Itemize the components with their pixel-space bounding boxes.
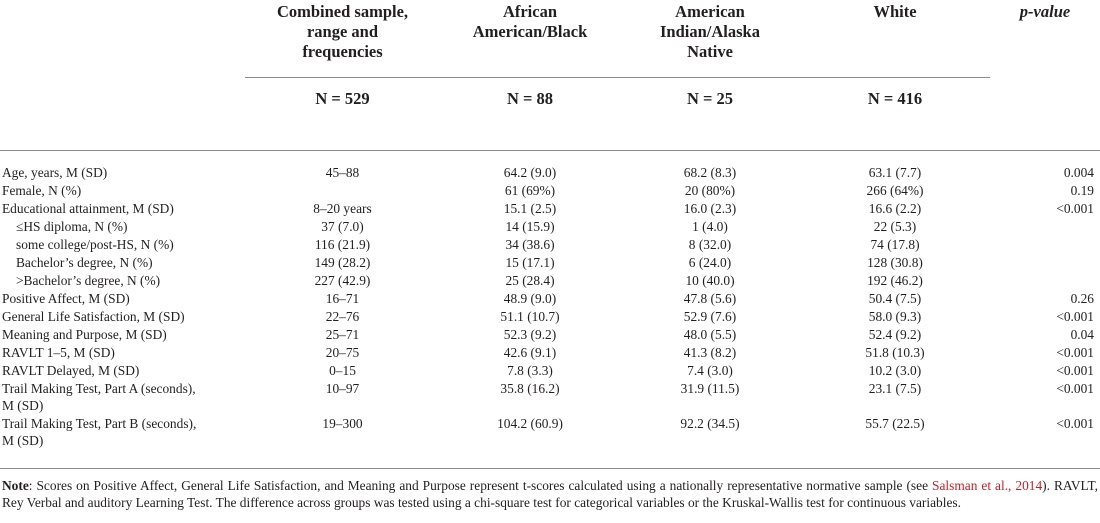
combined-sample-value: 10–97: [325, 381, 360, 396]
african-american-black-value: 15.1 (2.5): [503, 201, 557, 216]
white-sample-size: N = 416: [800, 78, 990, 151]
p-value: <0.001: [1056, 201, 1094, 216]
white-value: 16.6 (2.2): [868, 201, 922, 216]
combined-sample-value: 227 (42.9): [314, 273, 371, 288]
african-american-black-value: 64.2 (9.0): [503, 165, 557, 180]
p-value: 0.26: [1070, 291, 1094, 306]
american-indian-alaska-native-value: 47.8 (5.6): [683, 291, 737, 306]
p-value: [990, 254, 1100, 272]
note-text-after: ). RAVLT, Rey Verbal and auditory Learning Test. The difference across groups was tested using a chi-square test for categorical variables or the Kruskal-Wallis test for continuous variables.: [2, 478, 1098, 510]
row-label: some college/post-HS, N (%): [16, 237, 174, 252]
american-indian-alaska-native-header: American Indian/Alaska Native: [620, 0, 800, 78]
row-label: ≤HS diploma, N (%): [16, 219, 128, 234]
row-label: RAVLT 1–5, M (SD): [2, 345, 115, 360]
table-row: [0, 415, 1100, 450]
american-indian-alaska-native-value: 48.0 (5.5): [683, 327, 737, 342]
african-american-black-value: 15 (17.1): [505, 255, 555, 270]
row-label: General Life Satisfaction, M (SD): [2, 309, 185, 324]
p-value: 0.04: [1070, 327, 1094, 342]
combined-sample-value: 45–88: [325, 165, 360, 180]
p-value-header: p-value: [1019, 2, 1071, 21]
row-label: RAVLT Delayed, M (SD): [2, 363, 140, 378]
white-value: 74 (17.8): [870, 237, 920, 252]
label-column-header: [0, 0, 245, 78]
combined-sample-value: 116 (21.9): [314, 237, 371, 252]
american-indian-alaska-native-value: 31.9 (11.5): [680, 381, 740, 396]
white-value: 23.1 (7.5): [868, 381, 922, 396]
american-indian-alaska-native-value: 1 (4.0): [692, 219, 728, 234]
row-label: Trail Making Test, Part B (seconds), M (SD): [2, 416, 197, 448]
african-american-black-value: 7.8 (3.3): [507, 363, 553, 378]
combined-sample-value: 0–15: [329, 363, 356, 378]
white-value: 58.0 (9.3): [868, 309, 922, 324]
p-value: <0.001: [1056, 309, 1094, 324]
american-indian-alaska-native-value: 41.3 (8.2): [683, 345, 737, 360]
combined-sample-value: [245, 182, 440, 200]
row-label: >Bachelor’s degree, N (%): [16, 273, 161, 288]
table-row: [0, 164, 1100, 182]
white-value: 22 (5.3): [873, 219, 917, 234]
american-indian-alaska-native-sample-size: N = 25: [620, 78, 800, 151]
african-american-black-value: 52.3 (9.2): [503, 327, 557, 342]
combined-sample-size: N = 529: [245, 78, 440, 151]
p-value: [990, 236, 1100, 254]
p-value-sample-size-cell: [990, 78, 1100, 151]
row-label: Meaning and Purpose, M (SD): [2, 327, 167, 342]
white-value: 51.8 (10.3): [865, 345, 925, 360]
table-row: [0, 254, 1100, 272]
american-indian-alaska-native-value: 10 (40.0): [685, 273, 735, 288]
row-label: Age, years, M (SD): [2, 165, 108, 180]
white-value: 52.4 (9.2): [868, 327, 922, 342]
african-american-black-value: 42.6 (9.1): [503, 345, 557, 360]
table-row: [0, 380, 1100, 415]
p-value: <0.001: [1056, 345, 1094, 360]
african-american-black-value: 35.8 (16.2): [500, 381, 560, 396]
table-row: [0, 308, 1100, 326]
african-american-black-value: 25 (28.4): [505, 273, 555, 288]
table-spacer-row: [0, 151, 1100, 165]
combined-sample-value: 8–20 years: [313, 201, 372, 216]
table-note: [0, 468, 1100, 511]
combined-sample-value: 149 (28.2): [314, 255, 371, 270]
american-indian-alaska-native-value: 6 (24.0): [688, 255, 732, 270]
row-label: Female, N (%): [2, 183, 82, 198]
african-american-black-value: 104.2 (60.9): [497, 416, 563, 431]
row-label: Trail Making Test, Part A (seconds), M (SD): [2, 381, 196, 413]
citation-link[interactable]: Salsman et al., 2014: [932, 478, 1043, 493]
note-lead: Note: [2, 478, 29, 493]
p-value: <0.001: [1056, 416, 1094, 431]
combined-sample-value: 22–76: [325, 309, 360, 324]
american-indian-alaska-native-value: 16.0 (2.3): [683, 201, 737, 216]
combined-sample-value: 16–71: [325, 291, 360, 306]
white-value: 10.2 (3.0): [868, 363, 922, 378]
white-value: 63.1 (7.7): [868, 165, 922, 180]
white-header: White: [800, 0, 990, 78]
table-row: [0, 236, 1100, 254]
p-value: <0.001: [1056, 381, 1094, 396]
p-value: [990, 218, 1100, 236]
american-indian-alaska-native-value: 52.9 (7.6): [683, 309, 737, 324]
row-label: Positive Affect, M (SD): [2, 291, 130, 306]
table-row: [0, 272, 1100, 290]
table-body: [0, 151, 1100, 451]
row-label: Bachelor’s degree, N (%): [16, 255, 153, 270]
american-indian-alaska-native-value: 20 (80%): [684, 183, 736, 198]
african-american-black-value: 61 (69%): [504, 183, 556, 198]
american-indian-alaska-native-value: 68.2 (8.3): [683, 165, 737, 180]
combined-sample-value: 20–75: [325, 345, 360, 360]
white-value: 50.4 (7.5): [868, 291, 922, 306]
combined-sample-value: 19–300: [322, 416, 363, 431]
p-value: [990, 272, 1100, 290]
p-value: 0.19: [1070, 183, 1094, 198]
p-value: 0.004: [1063, 165, 1094, 180]
american-indian-alaska-native-value: 92.2 (34.5): [680, 416, 740, 431]
p-value: <0.001: [1056, 363, 1094, 378]
table-row: [0, 326, 1100, 344]
note-text-before: : Scores on Positive Affect, General Life Satisfaction, and Meaning and Purpose represent t-scores calculated using a nationally representative normative sample (see: [28, 478, 933, 493]
african-american-black-value: 14 (15.9): [505, 219, 555, 234]
table-row: [0, 218, 1100, 236]
african-american-black-sample-size: N = 88: [440, 78, 620, 151]
african-american-black-header: African American/Black: [440, 0, 620, 78]
sample-size-row: [0, 78, 1100, 151]
white-value: 128 (30.8): [867, 255, 923, 270]
sample-size-label-cell: [0, 78, 245, 151]
column-header-row: [0, 0, 1100, 78]
african-american-black-value: 34 (38.6): [505, 237, 555, 252]
table-row: [0, 200, 1100, 218]
combined-sample-value: 25–71: [325, 327, 360, 342]
combined-sample-value: 37 (7.0): [321, 219, 364, 234]
table-row: [0, 290, 1100, 308]
table-row: [0, 362, 1100, 380]
african-american-black-value: 51.1 (10.7): [500, 309, 560, 324]
white-value: 55.7 (22.5): [865, 416, 925, 431]
table-row: [0, 344, 1100, 362]
combined-sample-header: Combined sample, range and frequencies: [245, 0, 440, 78]
white-value: 266 (64%): [866, 183, 924, 198]
white-value: 192 (46.2): [867, 273, 923, 288]
american-indian-alaska-native-value: 8 (32.0): [688, 237, 732, 252]
american-indian-alaska-native-value: 7.4 (3.0): [687, 363, 733, 378]
row-label: Educational attainment, M (SD): [2, 201, 174, 216]
african-american-black-value: 48.9 (9.0): [503, 291, 557, 306]
table-row: [0, 182, 1100, 200]
